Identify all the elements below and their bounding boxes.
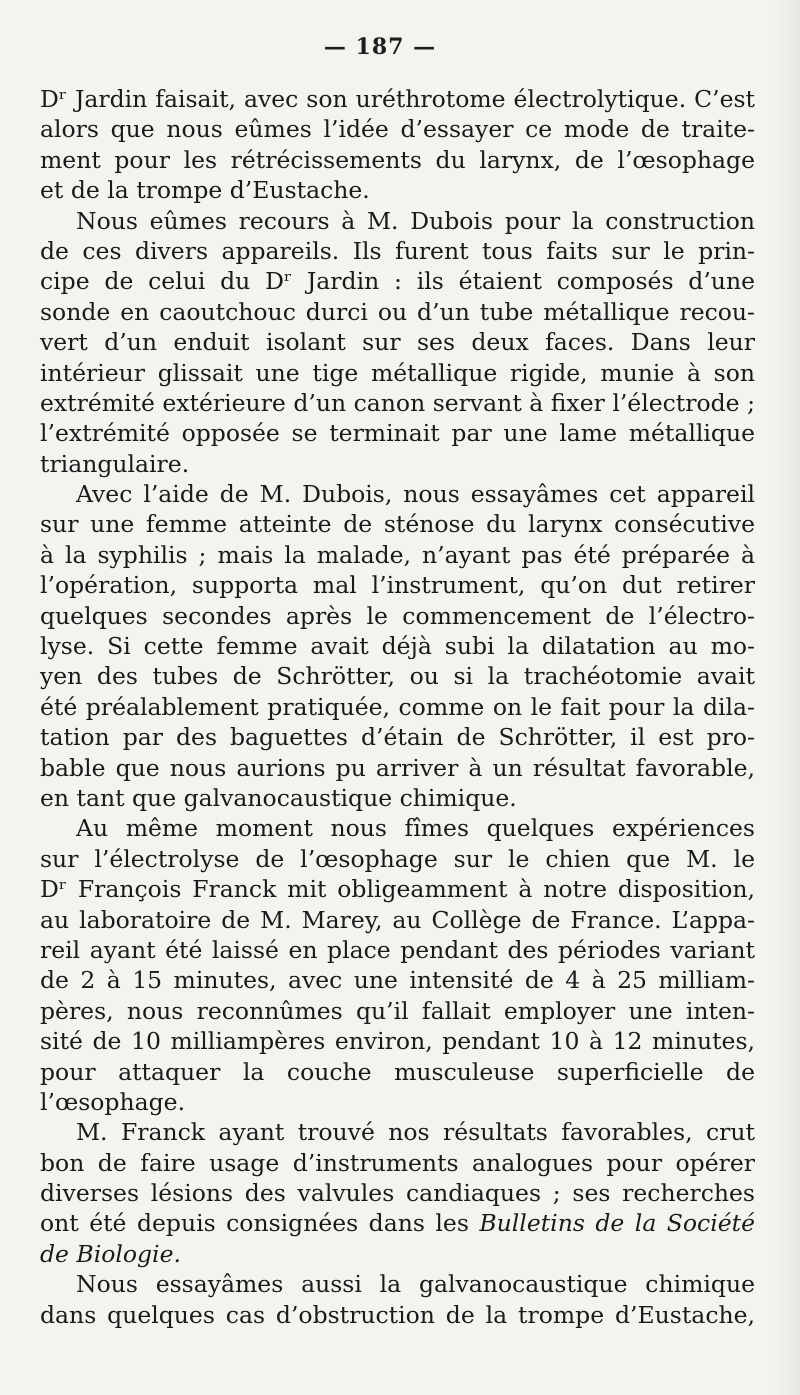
text-line: sonde en caoutchouc durci ou d’un tube métallique recou- xyxy=(40,297,755,326)
text-line: reil ayant été laissé en place pendant des périodes variant xyxy=(40,935,755,964)
text-line: alors que nous eûmes l’idée d’essayer ce mode de traite- xyxy=(40,115,755,144)
text-line: vert d’un enduit isolant sur ses deux faces. Dans leur xyxy=(40,328,755,357)
text-line: dans quelques cas d’obstruction de la trompe d’Eustache, xyxy=(40,1300,755,1329)
journal-title-italic: Bulletins de la Société xyxy=(479,1209,755,1238)
text-line: l’opération, supporta mal l’instrument, qu’on dut retirer xyxy=(40,571,755,600)
text-line: extrémité extérieure d’un canon servant à fixer l’électrode ; xyxy=(40,388,755,417)
text-line: M. Franck ayant trouvé nos résultats favorables, crut xyxy=(76,1118,755,1147)
text-line: bable que nous aurions pu arriver à un résultat favorable, xyxy=(40,753,755,782)
text-line: à la syphilis ; mais la malade, n’ayant pas été préparée à xyxy=(40,540,755,569)
text-line: Nous essayâmes aussi la galvanocaustique chimique xyxy=(76,1270,755,1299)
text-line: été préalablement pratiquée, comme on le fait pour la dila- xyxy=(40,692,755,721)
text-line: lyse. Si cette femme avait déjà subi la dilatation au mo- xyxy=(40,632,755,661)
text-line-with-italic xyxy=(40,1208,755,1238)
text-line: pères, nous reconnûmes qu’il fallait employer une inten- xyxy=(40,996,755,1025)
text-line: yen des tubes de Schrötter, ou si la trachéotomie avait xyxy=(40,662,755,691)
text-line: bon de faire usage d’instruments analogues pour opérer xyxy=(40,1148,755,1177)
text-line: en tant que galvanocaustique chimique. xyxy=(40,783,517,812)
text-line: de 2 à 15 minutes, avec une intensité de 4 à 25 milliam- xyxy=(40,966,755,995)
text-line: Nous eûmes recours à M. Dubois pour la construction xyxy=(76,206,755,235)
text-line: tation par des baguettes d’étain de Schrötter, il est pro- xyxy=(40,723,755,752)
text-line: de ces divers appareils. Ils furent tous faits sur le prin- xyxy=(40,236,755,265)
text-line: Dʳ Jardin faisait, avec son uréthrotome électrolytique. C’est xyxy=(40,85,755,113)
text-line: sur l’électrolyse de l’œsophage sur le chien que M. le xyxy=(40,844,755,873)
text-line: l’œsophage. xyxy=(40,1087,186,1116)
text-line: pour attaquer la couche musculeuse superficielle de xyxy=(40,1057,755,1086)
text-line: Dʳ François Franck mit obligeamment à notre disposition, xyxy=(40,875,755,904)
text-line: l’extrémité opposée se terminait par une lame métallique xyxy=(40,419,755,448)
text-line: ment pour les rétrécissements du larynx, de l’œsophage xyxy=(40,145,755,174)
text-line: Avec l’aide de M. Dubois, nous essayâmes cet appareil xyxy=(76,480,755,509)
text-line: quelques secondes après le commencement de l’électro- xyxy=(40,601,755,630)
text-segment: ont été depuis consignées dans les xyxy=(40,1209,480,1238)
text-line: au laboratoire de M. Marey, au Collège de France. L’appa- xyxy=(40,905,755,934)
journal-title-italic: de Biologie. xyxy=(40,1239,181,1268)
text-line: diverses lésions des valvules candiaques ; ses recherches xyxy=(40,1179,755,1208)
text-line: triangulaire. xyxy=(40,449,190,478)
text-line: et de la trompe d’Eustache. xyxy=(40,176,370,205)
text-line: sité de 10 milliampères environ, pendant 10 à 12 minutes, xyxy=(40,1027,755,1056)
page-number: — 187 — xyxy=(323,34,437,60)
text-line: intérieur glissait une tige métallique rigide, munie à son xyxy=(40,358,755,387)
text-line: sur une femme atteinte de sténose du larynx consécutive xyxy=(40,510,755,539)
text-line: cipe de celui du Dʳ Jardin : ils étaient composés d’une xyxy=(40,267,755,296)
body-text xyxy=(40,84,755,1330)
page-edge-shadow xyxy=(772,0,800,1395)
text-line: Au même moment nous fîmes quelques expériences xyxy=(76,814,755,843)
